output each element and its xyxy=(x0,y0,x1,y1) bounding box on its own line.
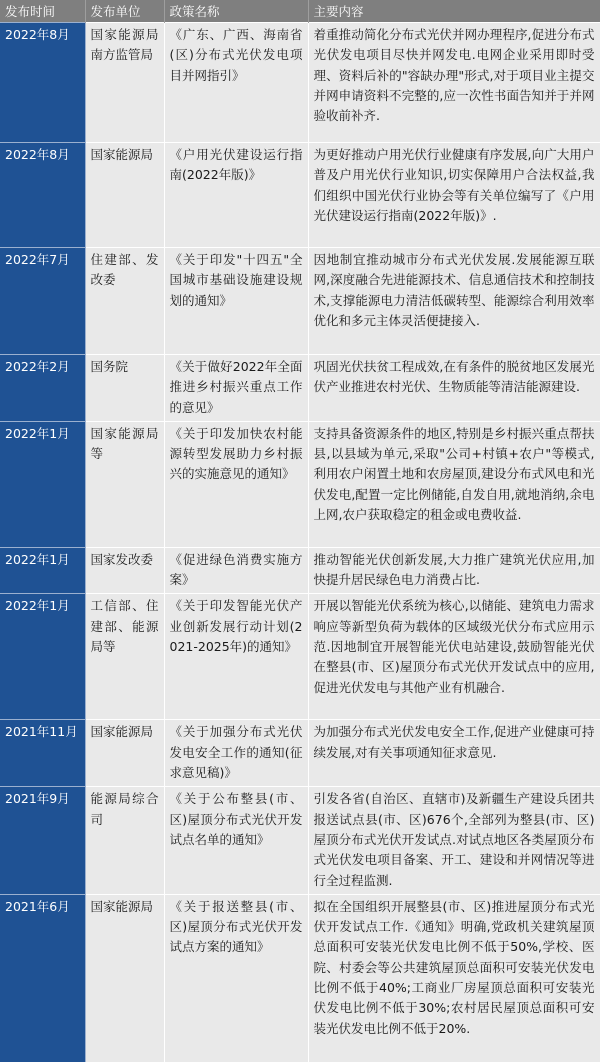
cell-org: 国家能源局 xyxy=(85,143,164,248)
cell-time: 2022年8月 xyxy=(0,143,85,248)
table-row xyxy=(0,23,600,143)
cell-content: 支持具备资源条件的地区,特别是乡村振兴重点帮扶县,以县域为单元,采取"公司+村镇+农户"等模式,利用农户闲置土地和农房屋顶,建设分布式风电和光伏发电,配置一定比例储能,自发自用,就地消纳,余电上网,农户获取稳定的租金或电费收益. xyxy=(308,421,600,547)
cell-org: 住建部、发改委 xyxy=(85,248,164,355)
cell-content: 着重推动简化分布式光伏并网办理程序,促进分布式光伏发电项目尽快并网发电.电网企业采用即时受理、资料后补的"容缺办理"形式,对于项目业主提交并网申请资料不完整的,应一次性书面告知并于并网验收前补齐. xyxy=(308,23,600,143)
cell-time: 2022年1月 xyxy=(0,421,85,547)
cell-policy-name: 《关于报送整县(市、区)屋顶分布式光伏开发试点方案的通知》 xyxy=(164,894,308,1062)
cell-time: 2022年1月 xyxy=(0,594,85,720)
table-row xyxy=(0,720,600,787)
cell-policy-name: 《关于公布整县(市、区)屋顶分布式光伏开发试点名单的通知》 xyxy=(164,787,308,894)
cell-org: 国家发改委 xyxy=(85,547,164,594)
table-row xyxy=(0,787,600,894)
cell-time: 2022年2月 xyxy=(0,355,85,422)
cell-content: 因地制宜推动城市分布式光伏发展.发展能源互联网,深度融合先进能源技术、信息通信技术和控制技术,支撑能源电力清洁低碳转型、能源综合利用效率优化和多元主体灵活便捷接入. xyxy=(308,248,600,355)
cell-policy-name: 《关于印发智能光伏产业创新发展行动计划(2021-2025年)的通知》 xyxy=(164,594,308,720)
cell-content: 为加强分布式光伏发电安全工作,促进产业健康可持续发展,对有关事项通知征求意见. xyxy=(308,720,600,787)
cell-org: 国家能源局南方监管局 xyxy=(85,23,164,143)
cell-time: 2021年6月 xyxy=(0,894,85,1062)
cell-policy-name: 《关于加强分布式光伏发电安全工作的通知(征求意见稿)》 xyxy=(164,720,308,787)
table-row xyxy=(0,248,600,355)
table-row xyxy=(0,547,600,594)
cell-time: 2022年8月 xyxy=(0,23,85,143)
cell-content: 引发各省(自治区、直辖市)及新疆生产建设兵团共报送试点县(市、区)676个,全部列为整县(市、区)屋顶分布式光伏开发试点.对试点地区各类屋顶分布式光伏发电项目备案、开工、建设和并网情况等进行全过程监测. xyxy=(308,787,600,894)
cell-org: 国家能源局 xyxy=(85,720,164,787)
cell-content: 开展以智能光伏系统为核心,以储能、建筑电力需求响应等新型负荷为载体的区域级光伏分布式应用示范.因地制宜开展智能光伏电站建设,鼓励智能光伏在整县(市、区)屋顶分布式光伏开发试点中的应用,促进光伏发电与其他产业有机融合. xyxy=(308,594,600,720)
cell-policy-name: 《关于印发"十四五"全国城市基础设施建设规划的通知》 xyxy=(164,248,308,355)
table-row xyxy=(0,421,600,547)
cell-policy-name: 《关于印发加快农村能源转型发展助力乡村振兴的实施意见的通知》 xyxy=(164,421,308,547)
cell-content: 巩固光伏扶贫工程成效,在有条件的脱贫地区发展光伏产业推进农村光伏、生物质能等清洁能源建设. xyxy=(308,355,600,422)
header-policy-name: 政策名称 xyxy=(164,0,308,23)
cell-policy-name: 《关于做好2022年全面推进乡村振兴重点工作的意见》 xyxy=(164,355,308,422)
cell-org: 国务院 xyxy=(85,355,164,422)
table-row xyxy=(0,894,600,1062)
cell-content: 推动智能光伏创新发展,大力推广建筑光伏应用,加快提升居民绿色电力消费占比. xyxy=(308,547,600,594)
cell-org: 国家能源局 xyxy=(85,894,164,1062)
cell-policy-name: 《户用光伏建设运行指南(2022年版)》 xyxy=(164,143,308,248)
table-row xyxy=(0,143,600,248)
cell-org: 国家能源局等 xyxy=(85,421,164,547)
cell-time: 2022年1月 xyxy=(0,547,85,594)
header-publisher: 发布单位 xyxy=(85,0,164,23)
cell-policy-name: 《广东、广西、海南省(区)分布式光伏发电项目并网指引》 xyxy=(164,23,308,143)
cell-time: 2021年11月 xyxy=(0,720,85,787)
header-publish-time: 发布时间 xyxy=(0,0,85,23)
cell-time: 2021年9月 xyxy=(0,787,85,894)
cell-content: 拟在全国组织开展整县(市、区)推进屋顶分布式光伏开发试点工作.《通知》明确,党政机关建筑屋顶总面积可安装光伏发电比例不低于50%,学校、医院、村委会等公共建筑屋顶总面积可安装光伏发电比例不低于40%;工商业厂房屋顶总面积可安装光伏发电比例不低于30%;农村居民屋顶总面积可安装光伏发电比例不低于20%. xyxy=(308,894,600,1062)
cell-policy-name: 《促进绿色消费实施方案》 xyxy=(164,547,308,594)
cell-org: 工信部、住建部、能源局等 xyxy=(85,594,164,720)
header-main-content: 主要内容 xyxy=(308,0,600,23)
cell-org: 能源局综合司 xyxy=(85,787,164,894)
table-row xyxy=(0,594,600,720)
table-header-row xyxy=(0,0,600,23)
cell-time: 2022年7月 xyxy=(0,248,85,355)
cell-content: 为更好推动户用光伏行业健康有序发展,向广大用户普及户用光伏行业知识,切实保障用户合法权益,我们组织中国光伏行业协会等有关单位编写了《户用光伏建设运行指南(2022年版)》. xyxy=(308,143,600,248)
table-row xyxy=(0,355,600,422)
